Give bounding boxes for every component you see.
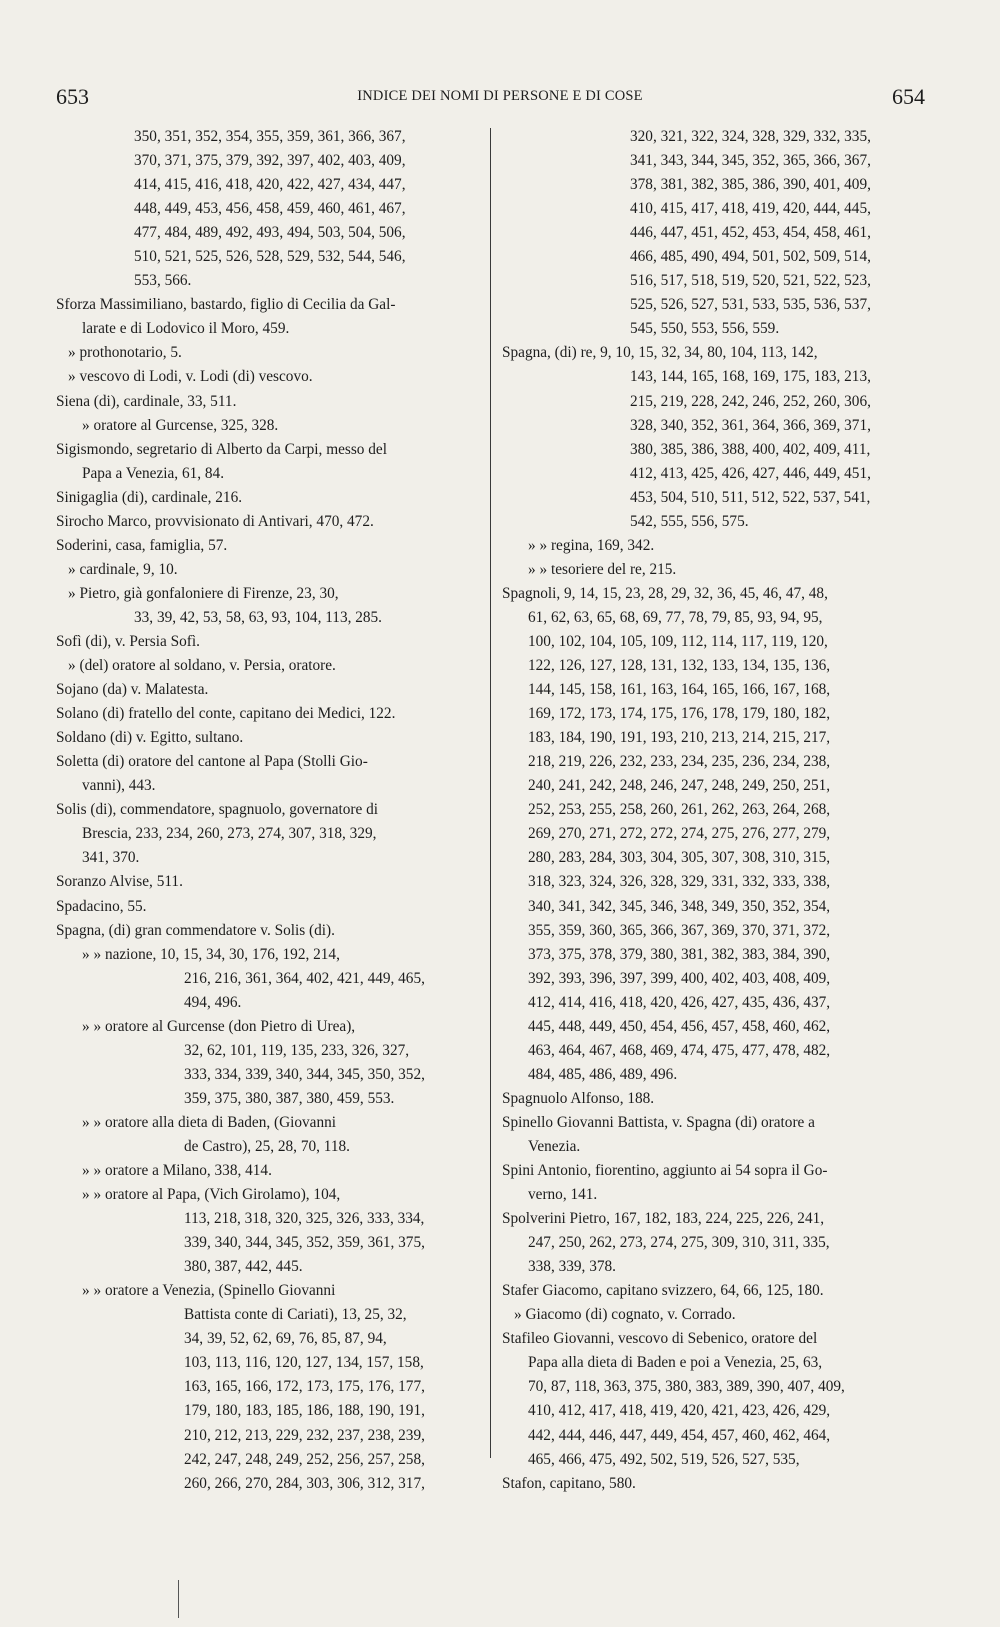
index-line: » » regina, 169, 342.	[528, 536, 655, 554]
index-line: larate e di Lodovico il Moro, 459.	[82, 320, 290, 338]
index-line: Spagna, (di) re, 9, 10, 15, 32, 34, 80, 104, 113, 142,	[502, 344, 818, 362]
index-line: » Giacomo (di) cognato, v. Corrado.	[514, 1306, 736, 1324]
index-line: 494, 496.	[184, 993, 242, 1011]
index-line: 553, 566.	[134, 272, 192, 290]
index-line: 328, 340, 352, 361, 364, 366, 369, 371,	[630, 416, 871, 434]
index-line: 359, 375, 380, 387, 380, 459, 553.	[184, 1089, 395, 1107]
index-line: Spolverini Pietro, 167, 182, 183, 224, 225, 226, 241,	[502, 1210, 825, 1228]
index-line: 210, 212, 213, 229, 232, 237, 238, 239,	[184, 1426, 425, 1444]
index-line: 355, 359, 360, 365, 366, 367, 369, 370, 371, 372,	[528, 921, 831, 939]
index-line: » oratore al Gurcense, 325, 328.	[82, 416, 279, 434]
index-line: Soderini, casa, famiglia, 57.	[56, 536, 228, 554]
index-line: » » oratore a Venezia, (Spinello Giovanni	[82, 1282, 336, 1300]
index-line: 333, 334, 339, 340, 344, 345, 350, 352,	[184, 1065, 425, 1083]
index-line: 442, 444, 446, 447, 449, 454, 457, 460, 462, 464,	[528, 1426, 831, 1444]
index-line: 516, 517, 518, 519, 520, 521, 522, 523,	[630, 272, 871, 290]
page-number-right: 654	[892, 84, 925, 109]
index-line: Sigismondo, segretario di Alberto da Carpi, messo del	[56, 440, 387, 458]
index-line: » » oratore al Gurcense (don Pietro di Urea),	[82, 1017, 356, 1035]
index-line: 484, 485, 486, 489, 496.	[528, 1065, 678, 1083]
index-line: 122, 126, 127, 128, 131, 132, 133, 134, 135, 136,	[528, 657, 831, 675]
index-line: 320, 321, 322, 324, 328, 329, 332, 335,	[630, 128, 871, 145]
index-line: 445, 448, 449, 450, 454, 456, 457, 458, 460, 462,	[528, 1017, 831, 1035]
index-line: 143, 144, 165, 168, 169, 175, 183, 213,	[630, 368, 871, 386]
index-line: 380, 385, 386, 388, 400, 402, 409, 411,	[630, 440, 871, 458]
index-line: 252, 253, 255, 258, 260, 261, 262, 263, 264, 268,	[528, 801, 831, 819]
index-column-left	[56, 125, 483, 1496]
index-line: 242, 247, 248, 249, 252, 256, 257, 258,	[184, 1450, 425, 1468]
index-line: 240, 241, 242, 248, 246, 247, 248, 249, 250, 251,	[528, 777, 831, 795]
index-line: Spagna, (di) gran commendatore v. Solis (di).	[56, 921, 335, 939]
index-line: Sinigaglia (di), cardinale, 216.	[56, 488, 243, 506]
index-line: 545, 550, 553, 556, 559.	[630, 320, 780, 338]
index-line: Spinello Giovanni Battista, v. Spagna (di) oratore a	[502, 1113, 815, 1131]
index-line: 542, 555, 556, 575.	[630, 512, 749, 530]
index-line: 61, 62, 63, 65, 68, 69, 77, 78, 79, 85, 93, 94, 95,	[528, 608, 823, 626]
index-line: 453, 504, 510, 511, 512, 522, 537, 541,	[630, 488, 871, 506]
index-line: 340, 341, 342, 345, 346, 348, 349, 350, 352, 354,	[528, 897, 831, 915]
index-line: Soletta (di) oratore del cantone al Papa (Stolli Gio-	[56, 753, 368, 771]
column-divider	[490, 128, 491, 1458]
index-line: Sofì (di), v. Persia Sofì.	[56, 632, 200, 650]
index-line: 370, 371, 375, 379, 392, 397, 402, 403, 409,	[134, 152, 406, 170]
index-line: 410, 412, 417, 418, 419, 420, 421, 423, 426, 429,	[528, 1402, 831, 1420]
index-line: 412, 413, 425, 426, 427, 446, 449, 451,	[630, 464, 871, 482]
index-line: 169, 172, 173, 174, 175, 176, 178, 179, 180, 182,	[528, 705, 831, 723]
index-line: Stafer Giacomo, capitano svizzero, 64, 66, 125, 180.	[502, 1282, 824, 1300]
index-line: 446, 447, 451, 452, 453, 454, 458, 461,	[630, 224, 871, 242]
index-line: Siena (di), cardinale, 33, 511.	[56, 392, 237, 410]
index-line: 339, 340, 344, 345, 352, 359, 361, 375,	[184, 1234, 425, 1252]
index-line: 179, 180, 183, 185, 186, 188, 190, 191,	[184, 1402, 425, 1420]
index-line: » » oratore al Papa, (Vich Girolamo), 104,	[82, 1186, 341, 1204]
index-line: » prothonotario, 5.	[68, 344, 182, 362]
index-line: 215, 219, 228, 242, 246, 252, 260, 306,	[630, 392, 871, 410]
index-line: » » nazione, 10, 15, 34, 30, 176, 192, 214,	[82, 945, 340, 963]
index-line: 448, 449, 453, 456, 458, 459, 460, 461, 467,	[134, 200, 406, 218]
index-line: 163, 165, 166, 172, 173, 175, 176, 177,	[184, 1378, 425, 1396]
index-line: 183, 184, 190, 191, 193, 210, 213, 214, 215, 217,	[528, 729, 831, 747]
index-line: 33, 39, 42, 53, 58, 63, 93, 104, 113, 285.	[134, 608, 383, 626]
index-line: Soranzo Alvise, 511.	[56, 873, 183, 891]
page-header	[0, 84, 1000, 114]
index-line: vanni), 443.	[82, 777, 156, 795]
index-line: 70, 87, 118, 363, 375, 380, 383, 389, 390, 407, 409,	[528, 1378, 845, 1396]
page-number-left: 653	[56, 84, 89, 109]
index-line: Spadacino, 55.	[56, 897, 147, 915]
index-line: 466, 485, 490, 494, 501, 502, 509, 514,	[630, 248, 871, 266]
index-line: 280, 283, 284, 303, 304, 305, 307, 308, 310, 315,	[528, 849, 831, 867]
index-line: Sirocho Marco, provvisionato di Antivari, 470, 472.	[56, 512, 374, 530]
index-line: 113, 218, 318, 320, 325, 326, 333, 334,	[184, 1210, 425, 1228]
index-line: Papa a Venezia, 61, 84.	[82, 464, 225, 482]
index-line: 477, 484, 489, 492, 493, 494, 503, 504, 506,	[134, 224, 406, 242]
index-line: Spagnuolo Alfonso, 188.	[502, 1089, 655, 1107]
index-line: 247, 250, 262, 273, 274, 275, 309, 310, 311, 335,	[528, 1234, 830, 1252]
index-line: » » tesoriere del re, 215.	[528, 560, 677, 578]
index-line: 32, 62, 101, 119, 135, 233, 326, 327,	[184, 1041, 410, 1059]
index-line: 269, 270, 271, 272, 272, 274, 275, 276, 277, 279,	[528, 825, 831, 843]
index-line: 378, 381, 382, 385, 386, 390, 401, 409,	[630, 176, 871, 194]
index-line: Stafon, capitano, 580.	[502, 1474, 636, 1492]
index-line: Battista conte di Cariati), 13, 25, 32,	[184, 1306, 407, 1324]
index-line: Spagnoli, 9, 14, 15, 23, 28, 29, 32, 36, 45, 46, 47, 48,	[502, 584, 828, 602]
index-column-right	[502, 125, 928, 1496]
index-line: 510, 521, 525, 526, 528, 529, 532, 544, 546,	[134, 248, 406, 266]
index-line: » » oratore a Milano, 338, 414.	[82, 1162, 272, 1180]
index-line: 380, 387, 442, 445.	[184, 1258, 303, 1276]
index-line: Brescia, 233, 234, 260, 273, 274, 307, 318, 329,	[82, 825, 377, 843]
index-line: Sojano (da) v. Malatesta.	[56, 681, 209, 699]
index-line: 260, 266, 270, 284, 303, 306, 312, 317,	[184, 1474, 425, 1492]
index-line: de Castro), 25, 28, 70, 118.	[184, 1137, 350, 1155]
index-line: Papa alla dieta di Baden e poi a Venezia, 25, 63,	[528, 1354, 823, 1372]
index-line: Soldano (di) v. Egitto, sultano.	[56, 729, 244, 747]
index-line: Stafileo Giovanni, vescovo di Sebenico, oratore del	[502, 1330, 818, 1348]
index-line: 218, 219, 226, 232, 233, 234, 235, 236, 234, 238,	[528, 753, 831, 771]
index-line: 465, 466, 475, 492, 502, 519, 526, 527, 535,	[528, 1450, 800, 1468]
index-line: 338, 339, 378.	[528, 1258, 616, 1276]
index-line: 216, 216, 361, 364, 402, 421, 449, 465,	[184, 969, 425, 987]
index-line: » cardinale, 9, 10.	[68, 560, 178, 578]
index-line: 103, 113, 116, 120, 127, 134, 157, 158,	[184, 1354, 424, 1372]
stray-mark	[178, 1580, 179, 1618]
index-line: » (del) oratore al soldano, v. Persia, oratore.	[68, 657, 336, 675]
index-line: 350, 351, 352, 354, 355, 359, 361, 366, 367,	[134, 128, 406, 145]
index-line: » » oratore alla dieta di Baden, (Giovanni	[82, 1113, 337, 1131]
index-line: » vescovo di Lodi, v. Lodi (di) vescovo.	[68, 368, 313, 386]
index-line: Sforza Massimiliano, bastardo, figlio di Cecilia da Gal-	[56, 296, 396, 314]
index-line: 410, 415, 417, 418, 419, 420, 444, 445,	[630, 200, 871, 218]
running-title: INDICE DEI NOMI DI PERSONE E DI COSE	[357, 88, 643, 104]
index-line: Spini Antonio, fiorentino, aggiunto ai 54 sopra il Go-	[502, 1162, 828, 1180]
index-line: Solano (di) fratello del conte, capitano dei Medici, 122.	[56, 705, 396, 723]
index-line: 341, 343, 344, 345, 352, 365, 366, 367,	[630, 152, 871, 170]
index-line: 100, 102, 104, 105, 109, 112, 114, 117, 119, 120,	[528, 632, 828, 650]
index-line: 412, 414, 416, 418, 420, 426, 427, 435, 436, 437,	[528, 993, 831, 1011]
index-line: 525, 526, 527, 531, 533, 535, 536, 537,	[630, 296, 871, 314]
index-line: 463, 464, 467, 468, 469, 474, 475, 477, 478, 482,	[528, 1041, 831, 1059]
index-line: 144, 145, 158, 161, 163, 164, 165, 166, 167, 168,	[528, 681, 831, 699]
index-line: » Pietro, già gonfaloniere di Firenze, 23, 30,	[68, 584, 339, 602]
index-line: 318, 323, 324, 326, 328, 329, 331, 332, 333, 338,	[528, 873, 831, 891]
index-line: 34, 39, 52, 62, 69, 76, 85, 87, 94,	[184, 1330, 387, 1348]
index-line: 341, 370.	[82, 849, 140, 867]
index-line: 373, 375, 378, 379, 380, 381, 382, 383, 384, 390,	[528, 945, 831, 963]
index-line: Venezia.	[528, 1137, 581, 1155]
index-line: verno, 141.	[528, 1186, 598, 1204]
index-line: 392, 393, 396, 397, 399, 400, 402, 403, 408, 409,	[528, 969, 831, 987]
index-line: 414, 415, 416, 418, 420, 422, 427, 434, 447,	[134, 176, 406, 194]
index-line: Solis (di), commendatore, spagnuolo, governatore di	[56, 801, 379, 819]
